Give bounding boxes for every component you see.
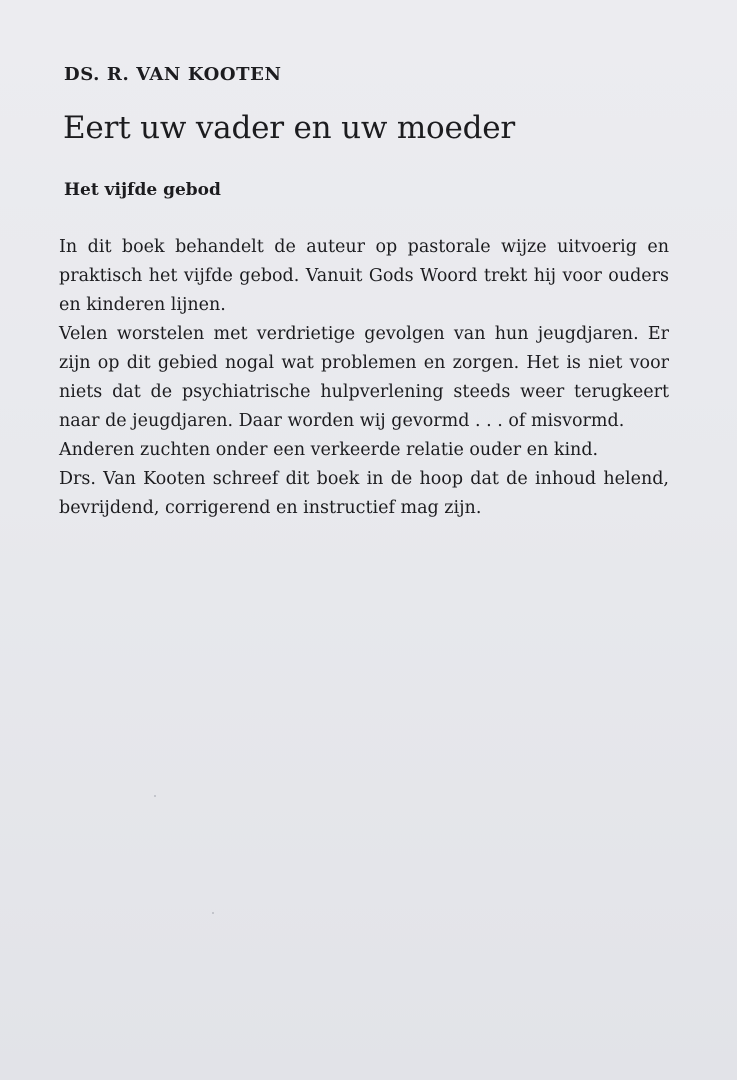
book-subtitle: Het vijfde gebod — [64, 180, 221, 200]
blurb-text — [59, 233, 669, 523]
blurb-paragraph: Velen worstelen met verdrietige gevolgen van hun jeugdjaren. Er zijn op dit gebied nogal wat problemen en zorgen. Het is niet voor niets dat de psychiatrische hulpverlening steeds weer terugkeert naar de jeugdjaren. Daar worden wij gevormd . . . of misvormd. — [59, 324, 669, 431]
paper-speck — [212, 912, 214, 914]
paper-speck — [154, 795, 156, 797]
author-name: DS. R. VAN KOOTEN — [64, 64, 282, 85]
blurb-paragraph: In dit boek behandelt de auteur op pastorale wijze uitvoerig en praktisch het vijfde gebod. Vanuit Gods Woord trekt hij voor ouders en kinderen lijnen. — [59, 237, 669, 315]
blurb-paragraph: Drs. Van Kooten schreef dit boek in de hoop dat de inhoud helend, bevrijdend, corrigerend en instructief mag zijn. — [59, 469, 669, 518]
blurb-paragraph: Anderen zuchten onder een verkeerde relatie ouder en kind. — [59, 440, 599, 460]
book-title: Eert uw vader en uw moeder — [63, 110, 516, 146]
